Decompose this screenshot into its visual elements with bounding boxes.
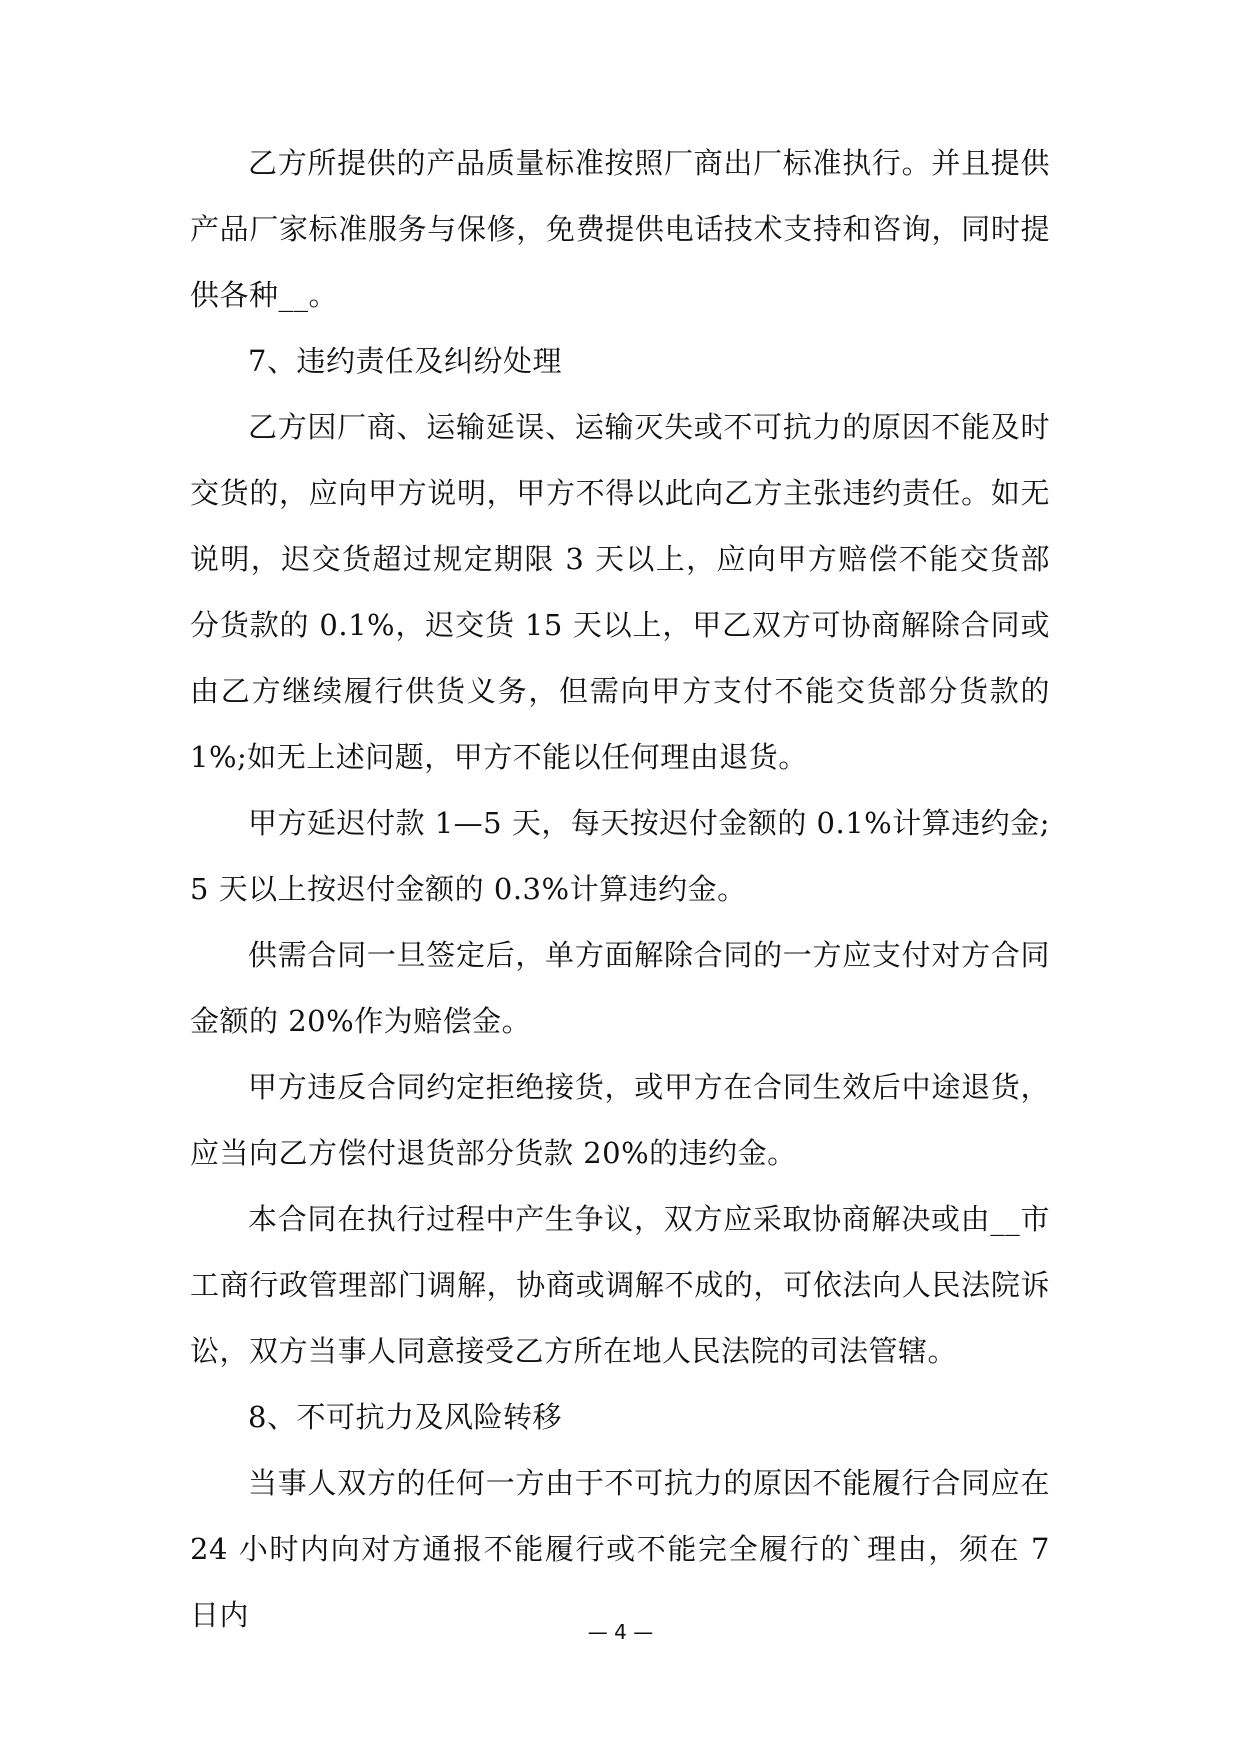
- paragraph-quality-standard: 乙方所提供的产品质量标准按照厂商出厂标准执行。并且提供产品厂家标准服务与保修，免费提供电话技术支持和咨询，同时提供各种__。: [190, 146, 1050, 312]
- paragraph-refusal-return: 甲方违反合同约定拒绝接货，或甲方在合同生效后中途退货，应当向乙方偿付退货部分货款 20%的违约金。: [190, 1070, 1050, 1170]
- paragraph-dispute-resolution: 本合同在执行过程中产生争议，双方应采取协商解决或由__市工商行政管理部门调解，协商或调解不成的，可依法向人民法院诉讼，双方当事人同意接受乙方所在地人民法院的司法管辖。: [190, 1202, 1050, 1368]
- document-body: [190, 130, 1050, 1648]
- section-heading-8: 8、不可抗力及风险转移: [248, 1400, 562, 1434]
- section-heading-7: 7、违约责任及纠纷处理: [248, 344, 562, 378]
- page-number: — 4 —: [587, 1620, 654, 1644]
- paragraph-force-majeure: 当事人双方的任何一方由于不可抗力的原因不能履行合同应在 24 小时内向对方通报不能履行或不能完全履行的`理由，须在 7 日内: [190, 1466, 1050, 1632]
- paragraph-unilateral-termination: 供需合同一旦签定后，单方面解除合同的一方应支付对方合同金额的 20%作为赔偿金。: [190, 938, 1050, 1038]
- paragraph-delivery-delay: 乙方因厂商、运输延误、运输灭失或不可抗力的原因不能及时交货的，应向甲方说明，甲方不得以此向乙方主张违约责任。如无说明，迟交货超过规定期限 3 天以上，应向甲方赔偿不能交货部分货款的 0.1%，迟交货 15 天以上，甲乙双方可协商解除合同或由乙方继续履行供货义务，但需向甲方支付不能交货部分货款的 1%;如无上述问题，甲方不能以任何理由退货。: [190, 410, 1050, 774]
- paragraph-late-payment: 甲方延迟付款 1—5 天，每天按迟付金额的 0.1%计算违约金;5 天以上按迟付金额的 0.3%计算违约金。: [190, 806, 1051, 906]
